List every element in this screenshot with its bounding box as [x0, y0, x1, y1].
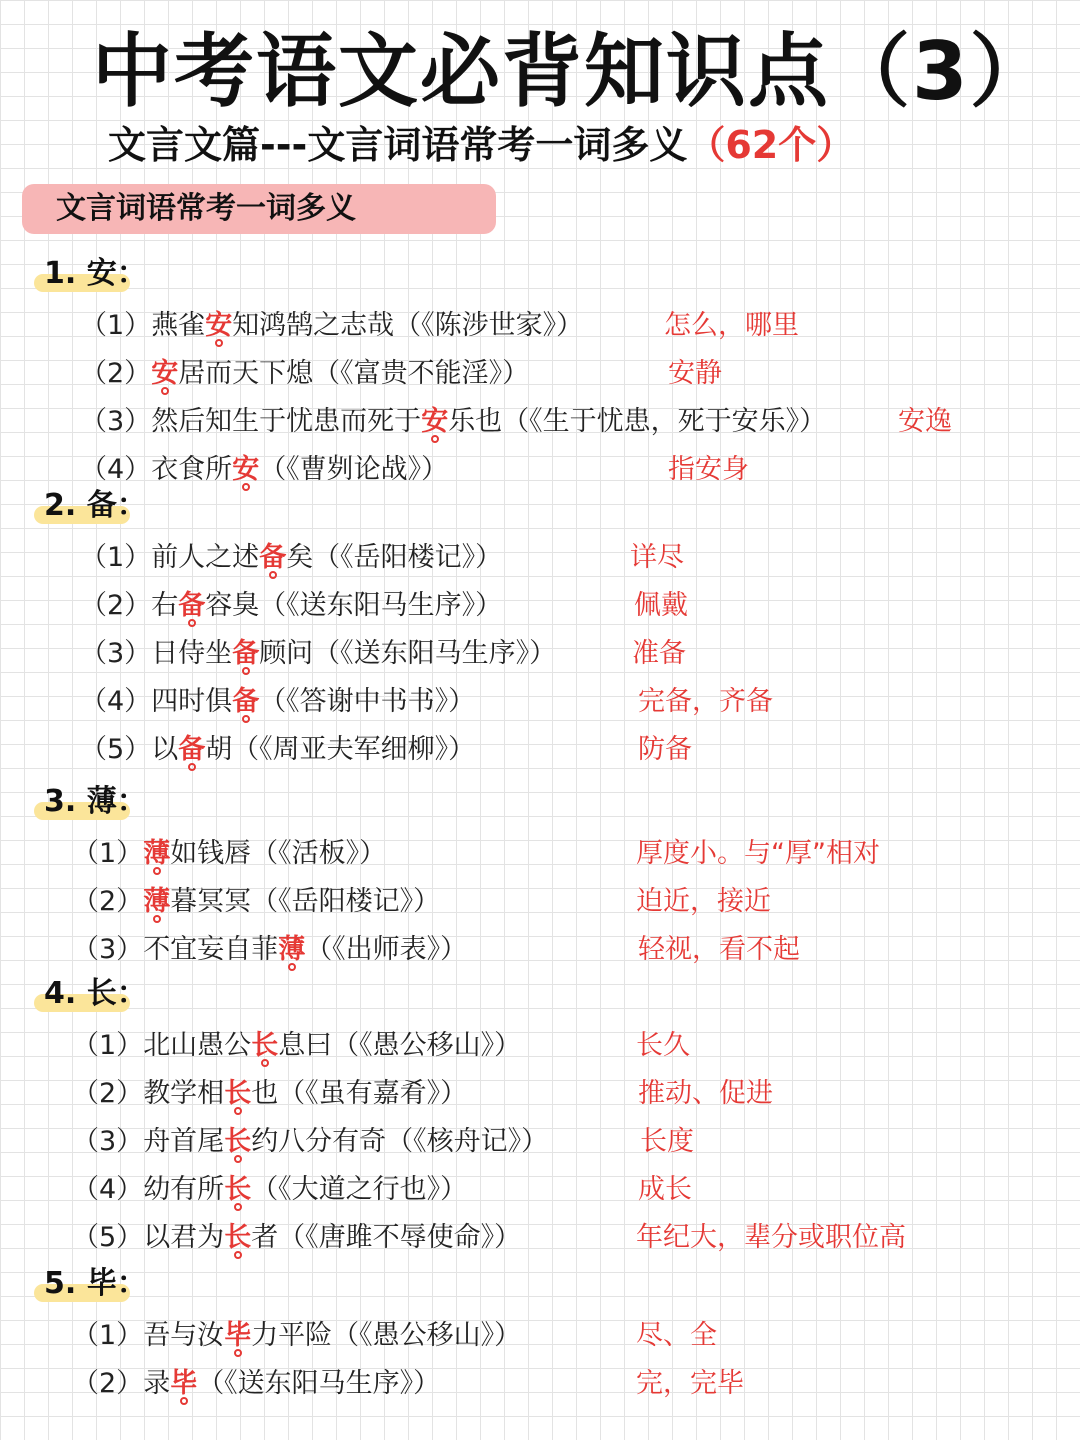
sentence-after: 容臭（《送东阳马生序》）	[205, 590, 503, 621]
sentence-after: 乐也（《生于忧患，死于安乐》）	[448, 406, 827, 437]
meaning-text: 完备，齐备	[638, 686, 773, 717]
key-character: 薄	[143, 838, 171, 869]
sentence-after: 者（《唐雎不辱使命》）	[251, 1222, 522, 1253]
key-character: 安	[205, 310, 233, 341]
sentence-before: 燕雀	[151, 310, 206, 341]
usage-row	[0, 398, 1080, 446]
key-character: 长	[224, 1222, 252, 1253]
usage-row	[0, 630, 1080, 678]
sentence-after: 顾问（《送东阳马生序》）	[259, 638, 557, 669]
sentence-before: 幼有所	[143, 1174, 225, 1205]
item-number: （3）	[72, 934, 144, 965]
sentence-before: 吾与汝	[143, 1320, 225, 1351]
entry-heading: 1. 安：	[44, 252, 147, 296]
sentence-after: 矣（《岳阳楼记》）	[286, 542, 503, 573]
usage-row	[0, 534, 1080, 582]
sentence-after: （《答谢中书书》）	[259, 686, 476, 717]
example-sentence	[72, 830, 386, 878]
sentence-before: 前人之述	[151, 542, 260, 573]
meaning-text: 安逸	[898, 406, 952, 437]
sentence-before: 舟首尾	[143, 1126, 225, 1157]
usage-row	[0, 350, 1080, 398]
item-number: （1）	[72, 838, 144, 869]
example-sentence	[80, 678, 475, 726]
usage-row	[0, 302, 1080, 350]
item-number: （5）	[80, 734, 152, 765]
sentence-before: 北山愚公	[143, 1030, 252, 1061]
entry-heading: 3. 薄：	[44, 780, 147, 824]
usage-row	[0, 1360, 1080, 1408]
page-title: 中考语文必背知识点（3）	[92, 25, 1052, 118]
meaning-text: 准备	[632, 638, 686, 669]
example-sentence	[80, 534, 502, 582]
example-sentence	[72, 1360, 440, 1408]
example-sentence	[80, 302, 583, 350]
meaning-text: 长久	[636, 1030, 690, 1061]
item-number: （4）	[80, 454, 152, 485]
item-number: （2）	[80, 590, 152, 621]
key-character: 安	[421, 406, 449, 437]
key-character: 毕	[170, 1368, 198, 1399]
key-character: 安	[151, 358, 179, 389]
key-character: 长	[251, 1030, 279, 1061]
meaning-text: 厚度小。与“厚”相对	[636, 838, 880, 869]
example-sentence	[80, 630, 556, 678]
key-character: 备	[178, 590, 206, 621]
usage-row	[0, 1214, 1080, 1262]
meaning-text: 轻视，看不起	[638, 934, 800, 965]
key-character: 毕	[224, 1320, 252, 1351]
item-number: （2）	[72, 1368, 144, 1399]
usage-row	[0, 726, 1080, 774]
example-sentence	[72, 1022, 521, 1070]
key-character: 备	[232, 638, 260, 669]
banner-label: 文言词语常考一词多义	[56, 191, 356, 226]
meaning-text: 尽、全	[636, 1320, 717, 1351]
example-sentence	[72, 1166, 467, 1214]
meaning-text: 年纪大，辈分或职位高	[636, 1222, 906, 1253]
example-sentence	[80, 582, 502, 630]
sentence-after: 知鸿鹄之志哉（《陈涉世家》）	[232, 310, 584, 341]
key-character: 长	[224, 1078, 252, 1109]
key-character: 长	[224, 1174, 252, 1205]
meaning-text: 详尽	[630, 542, 684, 573]
item-number: （1）	[80, 310, 152, 341]
item-number: （1）	[80, 542, 152, 573]
example-sentence	[80, 726, 475, 774]
sentence-after: 息曰（《愚公移山》）	[278, 1030, 522, 1061]
sentence-after: 如钱唇（《活板》）	[170, 838, 387, 869]
key-character: 薄	[278, 934, 306, 965]
usage-row	[0, 830, 1080, 878]
meaning-text: 怎么，哪里	[664, 310, 799, 341]
item-number: （1）	[72, 1030, 144, 1061]
sentence-before: 不宜妄自菲	[143, 934, 279, 965]
meaning-text: 推动、促进	[638, 1078, 773, 1109]
sentence-before: 录	[143, 1368, 171, 1399]
sentence-after: 居而天下熄（《富贵不能淫》）	[178, 358, 530, 389]
meaning-text: 防备	[638, 734, 692, 765]
sentence-after: （《曹刿论战》）	[259, 454, 449, 485]
meaning-text: 完，完毕	[636, 1368, 744, 1399]
section-banner	[22, 184, 496, 234]
usage-row	[0, 926, 1080, 974]
sentence-after: （《送东阳马生序》）	[197, 1368, 441, 1399]
usage-row	[0, 582, 1080, 630]
item-number: （5）	[72, 1222, 144, 1253]
item-number: （2）	[72, 1078, 144, 1109]
sentence-before: 教学相	[143, 1078, 225, 1109]
example-sentence	[72, 1070, 467, 1118]
meaning-text: 安静	[668, 358, 722, 389]
usage-row	[0, 1166, 1080, 1214]
key-character: 备	[178, 734, 206, 765]
key-character: 安	[232, 454, 260, 485]
example-sentence	[72, 878, 440, 926]
page-subtitle	[108, 118, 854, 172]
item-number: （3）	[72, 1126, 144, 1157]
key-character: 长	[224, 1126, 252, 1157]
usage-row	[0, 1022, 1080, 1070]
subtitle-main: 文言文篇---文言词语常考一词多义	[108, 123, 688, 167]
sentence-after: 约八分有奇（《核舟记》）	[251, 1126, 549, 1157]
entry-heading: 2. 备：	[44, 484, 147, 528]
usage-row	[0, 878, 1080, 926]
sentence-after: （《大道之行也》）	[251, 1174, 468, 1205]
example-sentence	[72, 1118, 548, 1166]
usage-row	[0, 1118, 1080, 1166]
sentence-after: （《出师表》）	[305, 934, 468, 965]
item-number: （3）	[80, 638, 152, 669]
sentence-after: 胡（《周亚夫军细柳》）	[205, 734, 476, 765]
item-number: （3）	[80, 406, 152, 437]
subtitle-count: （62个）	[687, 123, 855, 167]
item-number: （2）	[80, 358, 152, 389]
sentence-before: 以君为	[143, 1222, 225, 1253]
entry-heading: 5. 毕：	[44, 1262, 147, 1306]
sentence-after: 暮冥冥（《岳阳楼记》）	[170, 886, 441, 917]
key-character: 备	[259, 542, 287, 573]
sentence-before: 然后知生于忧患而死于	[151, 406, 422, 437]
sentence-before: 衣食所	[151, 454, 233, 485]
meaning-text: 指安身	[668, 454, 749, 485]
example-sentence	[72, 1214, 521, 1262]
entry-heading: 4. 长：	[44, 972, 147, 1016]
meaning-text: 长度	[640, 1126, 694, 1157]
example-sentence	[80, 350, 529, 398]
sentence-after: 也（《虽有嘉肴》）	[251, 1078, 468, 1109]
usage-row	[0, 678, 1080, 726]
meaning-text: 佩戴	[634, 590, 688, 621]
meaning-text: 成长	[638, 1174, 692, 1205]
item-number: （4）	[80, 686, 152, 717]
usage-row	[0, 446, 1080, 494]
example-sentence	[72, 926, 467, 974]
key-character: 备	[232, 686, 260, 717]
sentence-before: 日侍坐	[151, 638, 233, 669]
meaning-text: 迫近，接近	[636, 886, 771, 917]
example-sentence	[80, 398, 826, 446]
usage-row	[0, 1312, 1080, 1360]
item-number: （1）	[72, 1320, 144, 1351]
sentence-after: 力平险（《愚公移山》）	[251, 1320, 522, 1351]
example-sentence	[72, 1312, 521, 1360]
key-character: 薄	[143, 886, 171, 917]
sentence-before: 四时俱	[151, 686, 233, 717]
usage-row	[0, 1070, 1080, 1118]
sentence-before: 以	[151, 734, 179, 765]
item-number: （4）	[72, 1174, 144, 1205]
sentence-before: 右	[151, 590, 179, 621]
item-number: （2）	[72, 886, 144, 917]
